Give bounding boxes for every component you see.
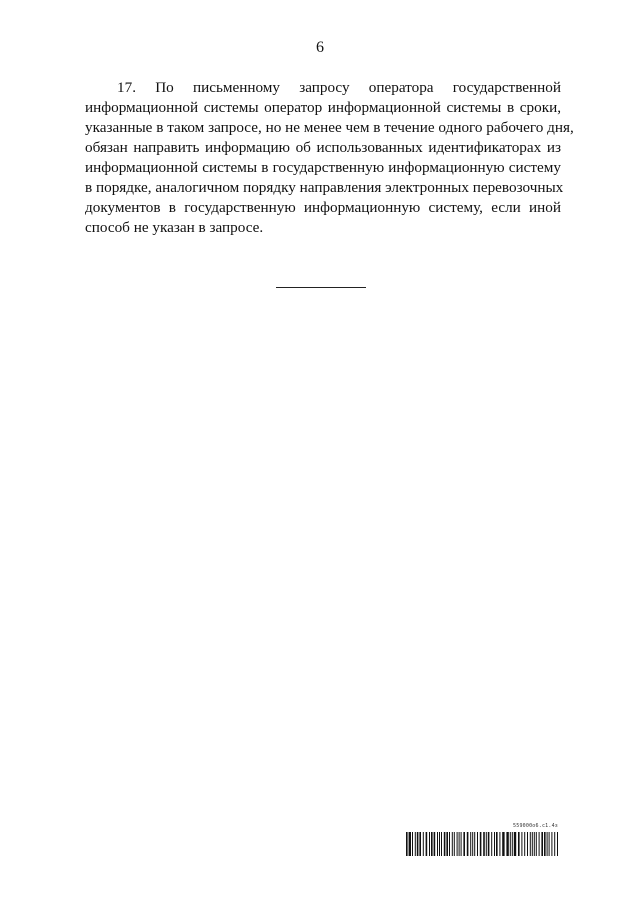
paragraph-line: информационной системы оператор информационной системы в сроки, xyxy=(85,99,561,116)
end-separator-line xyxy=(276,287,366,288)
paragraph-line: обязан направить информацию об использованных идентификаторах из xyxy=(85,139,561,156)
page-number: 6 xyxy=(316,39,324,56)
paragraph-line: способ не указан в запросе. xyxy=(85,219,264,236)
barcode-icon xyxy=(406,832,560,856)
paragraph-line: указанные в таком запросе, но не менее чем в течение одного рабочего дня, xyxy=(85,119,574,136)
barcode-id: 559000о6.с1.4з xyxy=(513,823,558,829)
paragraph-line: информационной системы в государственную информационную систему xyxy=(85,159,561,176)
document-paragraph xyxy=(85,78,574,238)
paragraph-line: документов в государственную информационную систему, если иной xyxy=(85,199,561,216)
barcode-block xyxy=(406,822,560,858)
paragraph-line: 17. По письменному запросу оператора государственной xyxy=(117,79,561,96)
paragraph-line: в порядке, аналогичном порядку направления электронных перевозочных xyxy=(85,179,564,196)
